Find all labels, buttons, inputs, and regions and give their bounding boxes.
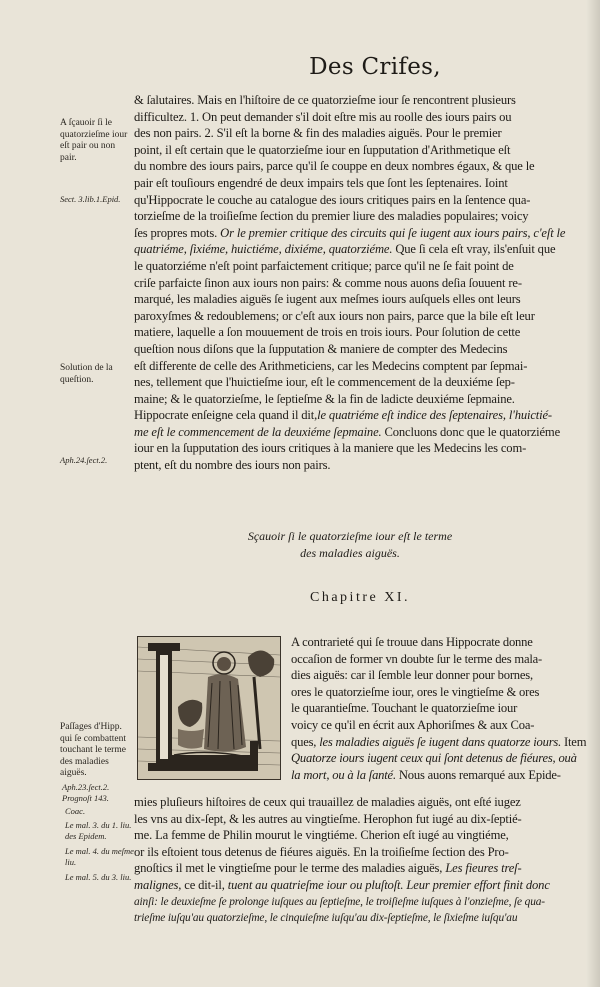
text-line: le quarantieſme. Touchant le quatorzieſme iour [291, 701, 518, 716]
text-line: ores le quatorzieſme iour, ores le vingtieſme & ores [291, 684, 540, 699]
quotation: Les fieures treſ- [445, 861, 522, 876]
quotation: quatriéme, ſixiéme, huictiéme, dixiéme, quatorziéme. [134, 242, 393, 257]
page-binding-shadow [586, 0, 600, 987]
text-line: paroxyſmes & redoublemens; or c'eſt aux iours non pairs, parce que la bile eſt leur [134, 308, 535, 323]
text-run: ques, [291, 734, 317, 749]
margin-note-passages: Paſſages d'Hipp. qui ſe combattent touchant le terme des maladies aiguës. [60, 722, 126, 778]
quotation: tuent au quatrieſme iour ou pluſtoſt. [227, 877, 404, 892]
running-head: Des Crifes, [309, 54, 441, 80]
text-line [291, 767, 586, 784]
margin-note-aph23: Aph.23.ſect.2. [62, 782, 110, 792]
text-run: Concluons donc que le quatorziéme [384, 424, 561, 439]
paragraph-2-full [134, 794, 550, 927]
quotation: les maladies aiguës ſe iugent dans quatorze iours. [319, 734, 562, 749]
text-line: matiere, laquelle a ſon mouuement de trois en trois iours. Pour ſolution de cette [134, 325, 521, 340]
text-line: occaſion de former vn doubte ſur le terme des mala- [291, 651, 543, 666]
text-line: torzieſme de la troiſieſme ſection du premier liure des maladies populaires; voicy [134, 209, 529, 224]
text-line [291, 734, 586, 751]
text-line [134, 225, 565, 242]
text-line [134, 860, 550, 877]
margin-note-mal4: Le mal. 4. du meſme liu. [65, 846, 134, 867]
text-line: du nombre des iours pairs, parce qu'il ſe couppe en deux nombres égaux, & que le [134, 159, 535, 174]
decorated-initial-l [137, 636, 281, 780]
text-line: me. La femme de Philin mourut le vingtiéme. Cherion eſt iugé au vingtiéme, [134, 828, 509, 843]
text-line: queſtion nous diſons que la ſupputation & maniere de compter des Medecins [134, 341, 508, 356]
text-run: ce dit-il, [184, 877, 225, 892]
text-line: voicy ce qu'il en écrit aux Aphoriſmes & aux Coa- [291, 717, 535, 732]
text-line: criſe parfaicte ſinon aux iours non pairs: & comme nous auons deſia ſouuent re- [134, 275, 522, 290]
margin-note-prognost: Prognoſt 143. [62, 793, 109, 803]
text-line: marqué, les maladies aiguës ſe iugent aux meſmes iours auſquels elles ont leurs [134, 292, 521, 307]
text-line [134, 877, 550, 894]
quotation: le quatriéme eſt indice des ſeptenaires, l'huictié- [317, 408, 552, 423]
text-line: pair eſt touſiours engendré de deux impairs tels que ſont les ſeptenaires. Ioint [134, 175, 508, 190]
section-title-line-1: Sçauoir ſi le quatorzieſme iour eſt le terme [247, 529, 453, 543]
text-line: point, il eſt certain que le quatorzieſme iour en ſupputation d'Arithmetique eſt [134, 142, 511, 157]
margin-note-mal5: Le mal. 5. du 3. liu. [65, 872, 132, 882]
quotation: Quatorze iours iugent ceux qui ſont detenus de fiéures, ouà [291, 751, 577, 766]
text-line [291, 750, 586, 767]
text-run: Hippocrate enſeigne cela quand il dit, [134, 408, 318, 423]
text-line [134, 894, 550, 911]
text-run: Nous auons remarqué aux Epide- [398, 767, 561, 782]
text-line: le quatorziéme n'eſt point parfaictement critique; parce qu'il ne ſe fait point de [134, 258, 514, 273]
quotation: la mort, ou à la ſanté. [291, 767, 396, 782]
text-line: difficultez. 1. On peut demander s'il doit eſtre mis au roolle des iours pairs ou [134, 109, 512, 124]
quotation: trieſme iuſqu'au quatorzieſme, le cinquieſme iuſqu'au dix-ſeptieſme, le ſixieſme iuſqu'au [134, 912, 518, 925]
paragraph-1 [134, 92, 565, 474]
margin-note-coac: Coac. [65, 806, 86, 816]
text-line: iour en la ſupputation des iours critiques à la maniere que les Medecins les com- [134, 441, 527, 456]
text-line: eſt differente de celle des Arithmeticiens, car les Medecins comptent par ſepmai- [134, 358, 528, 373]
text-line: mies pluſieurs hiſtoires de ceux qui trauaillez de maladies aiguës, ont eſté iugez [134, 795, 521, 809]
section-title-line-2: des maladies aiguës. [300, 546, 400, 560]
text-run: gnoſtics il met le vingtieſme pour le terme des maladies aiguës, [134, 861, 443, 876]
text-line: or ils eſtoient tous detenus de fiéures aiguës. En la troiſieſme ſection des Pro- [134, 844, 509, 859]
margin-note-mal3: Le mal. 3. du 1. liu. des Epidem. [65, 820, 132, 841]
margin-note-question: A ſçauoir ſi le quatorzieſme iour eſt pair ou non pair. [60, 118, 128, 163]
quotation: me eſt le commencement de la deuxiéme ſepmaine. [134, 424, 382, 439]
text-line: les vns au dix-ſept, & les autres au vingtieſme. Herophon fut iugé au dix-ſeptié- [134, 811, 522, 826]
text-line [134, 424, 565, 441]
text-line: ptent, eſt du nombre des iours non pairs. [134, 458, 331, 473]
text-line: & ſalutaires. Mais en l'hiſtoire de ce quatorzieſme iour ſe rencontrent plusieurs [134, 93, 516, 107]
text-run: ſes propres mots. [134, 225, 218, 240]
text-line: dies aiguës: car il ſemble leur donner pour bornes, [291, 668, 533, 683]
quotation: malignes, [134, 877, 182, 892]
text-line [134, 241, 565, 258]
woodcut-illustration [138, 637, 280, 779]
text-line: A contrarieté qui ſe trouue dans Hippocrate donne [291, 635, 533, 649]
text-line [134, 407, 565, 424]
quotation: ainſi: le deuxieſme ſe prolonge iuſques au ſeptieſme, le troiſieſme iuſques à l'onzieſme, ſe qua- [134, 895, 545, 908]
text-run: Que ſi cela eſt vray, ils'enſuit que [395, 242, 556, 257]
text-line: nes, tellement que l'huictieſme iour, eſt le commencement de la deuxiéme ſep- [134, 375, 515, 390]
text-line: maine; & le quatorzieſme, le ſeptieſme & la fin de ladicte deuxiéme ſepmaine. [134, 391, 515, 406]
margin-note-solution: Solution de la queſtion. [60, 363, 113, 385]
text-run: Item [564, 734, 587, 749]
text-line: des non pairs. 2. S'il eſt la borne & fin des maladies aiguës. Pour le premier [134, 126, 502, 141]
quotation: Or le premier critique des circuits qui ſe iugent aux iours pairs, c'eſt le [220, 225, 566, 240]
paragraph-2-indented [291, 634, 586, 783]
margin-note-aph-ref: Aph.24.ſect.2. [60, 455, 108, 465]
text-line [134, 910, 550, 927]
quotation: Leur premier effort finit donc [406, 877, 550, 892]
margin-note-epid-ref: Sect. 3.lib.1.Epid. [60, 194, 121, 204]
text-line: qu'Hippocrate le couche au catalogue des iours critiques pairs en la ſentence qua- [134, 192, 531, 207]
chapter-title: Chapitre XI. [310, 590, 410, 605]
